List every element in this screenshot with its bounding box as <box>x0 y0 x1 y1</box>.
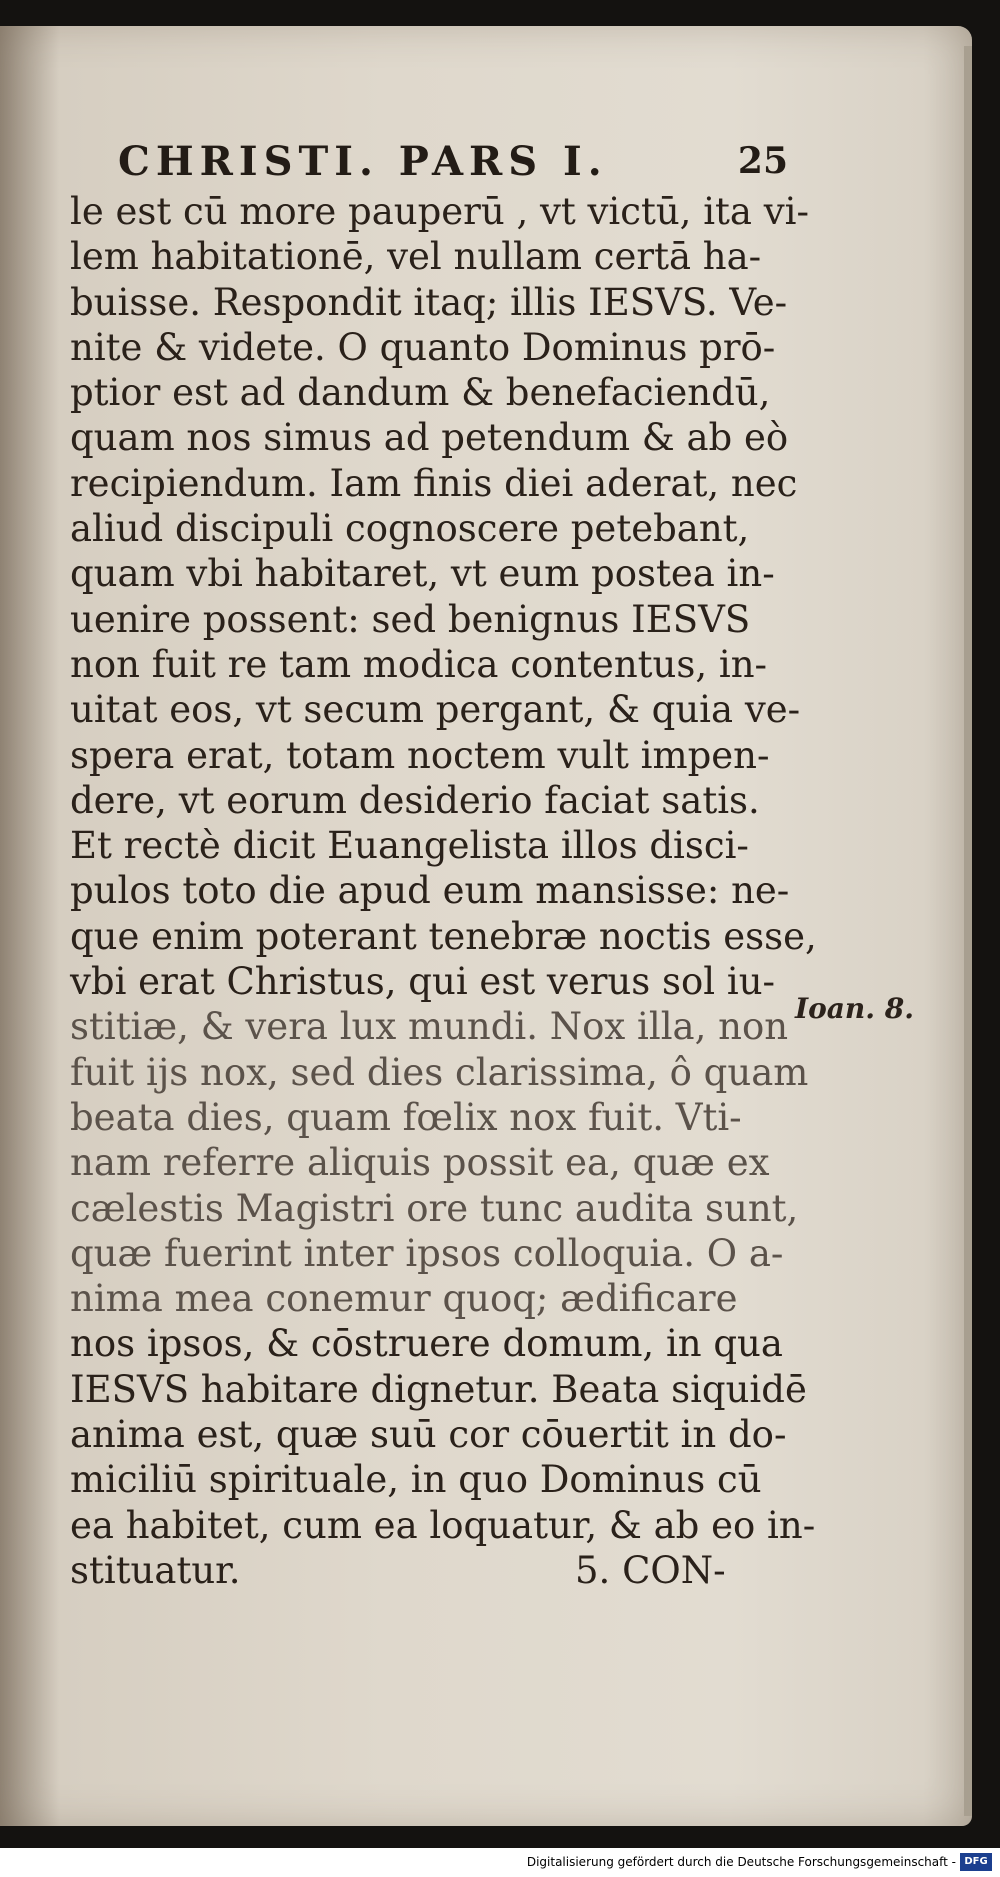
text-line: miciliū spirituale, in quo Dominus cū <box>70 1458 762 1502</box>
text-line: dere, vt eorum desiderio faciat satis. <box>70 778 760 822</box>
text-line: vbi erat Christus, qui est verus sol iu- <box>70 960 776 1004</box>
funding-notice: Digitalisierung gefördert durch die Deutsche Forschungsgemeinschaft - <box>526 1855 956 1869</box>
catchword: 5. CON- <box>575 1548 726 1592</box>
text-line: non fuit re tam modica contentus, in- <box>70 642 768 686</box>
text-line: quam nos simus ad petendum & ab eò <box>70 416 789 460</box>
page-edge <box>964 46 972 1816</box>
text-line: que enim poterant tenebræ noctis esse, <box>70 914 817 958</box>
text-line: nima mea conemur quoq; ædificare <box>70 1277 738 1321</box>
running-header <box>118 138 788 194</box>
page-number: 25 <box>737 140 788 182</box>
text-line: cælestis Magistri ore tunc audita sunt, <box>70 1186 799 1230</box>
dfg-logo: DFG <box>960 1853 992 1871</box>
text-line: le est cū more pauperū , vt victū, ita vi- <box>70 190 809 233</box>
text-line: IESVS habitare dignetur. Beata siquidē <box>70 1367 807 1411</box>
text-line: stitiæ, & vera lux mundi. Nox illa, non <box>70 1005 789 1049</box>
text-line: beata dies, quam fœlix nox fuit. Vti- <box>70 1095 742 1139</box>
text-line: Et rectè dicit Euangelista illos disci- <box>70 824 749 868</box>
text-line: nam referre aliquis possit ea, quæ ex <box>70 1141 770 1185</box>
text-line: pulos toto die apud eum mansisse: ne- <box>70 869 790 913</box>
text-line: uitat eos, vt secum pergant, & quia ve- <box>70 688 801 732</box>
book-page <box>0 26 972 1826</box>
body-text <box>70 189 817 1593</box>
text-line: fuit ijs nox, sed dies clarissima, ô quam <box>70 1050 809 1094</box>
text-line: buisse. Respondit itaq; illis IESVS. Ve- <box>70 280 788 324</box>
text-line: anima est, quæ suū cor cōuertit in do- <box>70 1413 787 1457</box>
text-line: recipiendum. Iam finis diei aderat, nec <box>70 461 798 505</box>
text-line: nos ipsos, & cōstruere domum, in qua <box>70 1322 783 1366</box>
text-line-last <box>70 1548 770 1593</box>
text-line: lem habitationē, vel nullam certā ha- <box>70 235 762 279</box>
text-line: aliud discipuli cognoscere petebant, <box>70 507 750 551</box>
text-line: spera erat, totam noctem vult impen- <box>70 733 770 777</box>
text-line: stituatur. <box>70 1548 241 1592</box>
running-title: CHRISTI. PARS I. <box>118 138 608 185</box>
text-line: nite & videte. O quanto Dominus prō- <box>70 325 776 369</box>
text-line: ea habitet, cum ea loquatur, & ab eo in- <box>70 1503 816 1547</box>
text-line: ptior est ad dandum & benefaciendū, <box>70 371 771 415</box>
margin-note: Ioan. 8. <box>795 992 914 1025</box>
text-line: quam vbi habitaret, vt eum postea in- <box>70 552 775 596</box>
text-line: quæ fuerint inter ipsos colloquia. O a- <box>70 1231 784 1275</box>
text-line: uenire possent: sed benignus IESVS <box>70 597 751 641</box>
gutter-shadow <box>0 26 60 1826</box>
footer-bar <box>0 1848 1000 1877</box>
